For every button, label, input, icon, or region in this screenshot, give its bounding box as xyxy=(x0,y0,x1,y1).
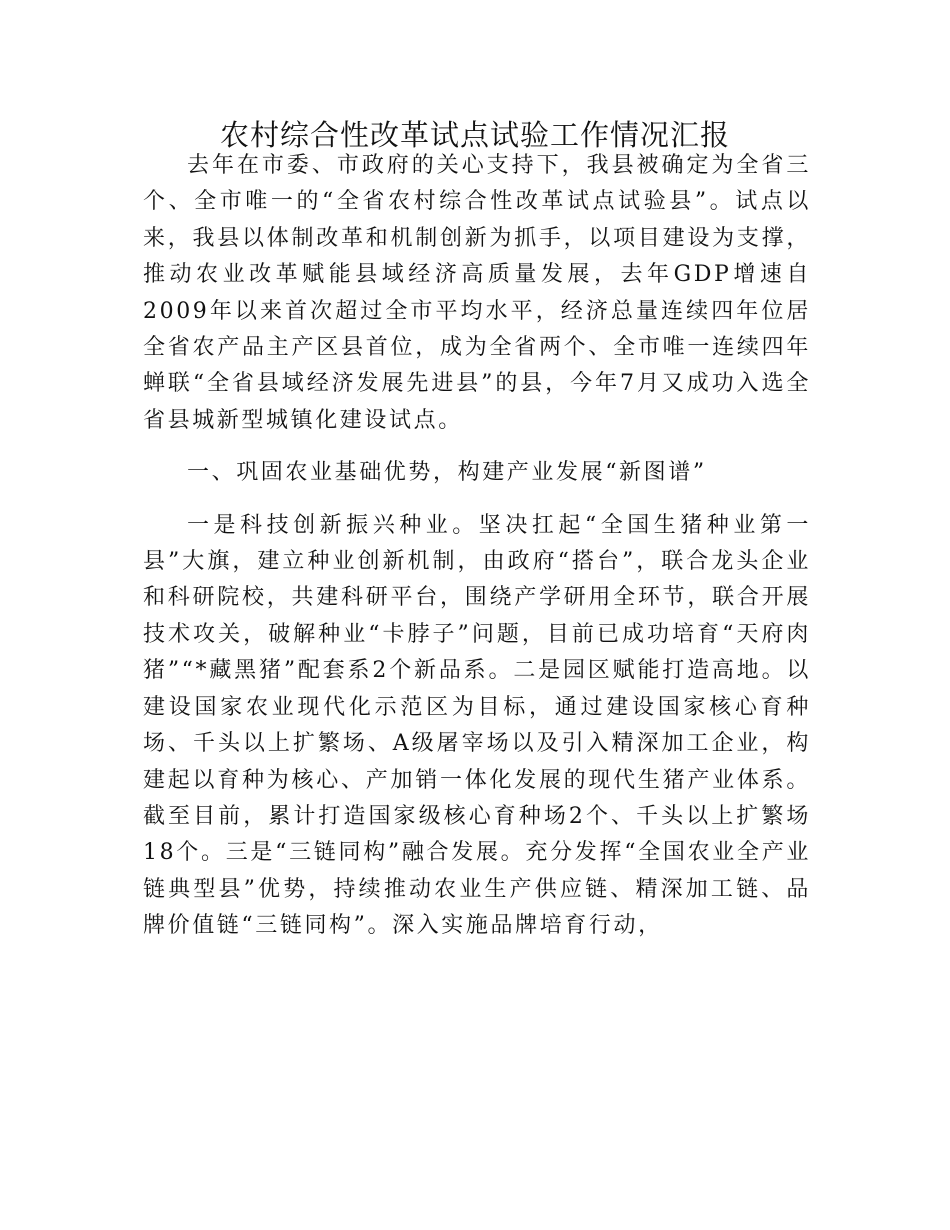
document-title: 农村综合性改革试点试验工作情况汇报 xyxy=(219,118,730,152)
section-paragraph: 一是科技创新振兴种业。坚决扛起“全国生猪种业第一县”大旗，建立种业创新机制，由政府“搭台”，联合龙头企业和科研院校，共建科研平台，围绕产学研用全环节，联合开展技术攻关，破解种业“卡脖子”问题，目前已成功培育“天府肉猪”“*藏黑猪”配套系2个新品系。二是园区赋能打造高地。以建设国家农业现代化示范区为目标，通过建设国家核心育种场、千头以上扩繁场、A级屠宰场以及引入精深加工企业，构建起以育种为核心、产加销一体化发展的现代生猪产业体系。截至目前，累计打造国家级核心育种场2个、千头以上扩繁场18个。三是“三链同构”融合发展。充分发挥“全国农业全产业链典型县”优势，持续推动农业生产供应链、精深加工链、品牌价值链“三链同构”。深入实施品牌培育行动， xyxy=(143,512,811,939)
document-body xyxy=(143,148,811,945)
intro-paragraph: 去年在市委、市政府的关心支持下，我县被确定为全省三个、全市唯一的“全省农村综合性改革试点试验县”。试点以来，我县以体制改革和机制创新为抓手，以项目建设为支撑，推动农业改革赋能县域经济高质量发展，去年GDP增速自2009年以来首次超过全市平均水平，经济总量连续四年位居全省农产品主产区县首位，成为全省两个、全市唯一连续四年蝉联“全省县域经济发展先进县”的县，今年7月又成功入选全省县城新型城镇化建设试点。 xyxy=(143,153,811,433)
section-heading: 一、巩固农业基础优势，构建产业发展“新图谱” xyxy=(187,460,707,486)
